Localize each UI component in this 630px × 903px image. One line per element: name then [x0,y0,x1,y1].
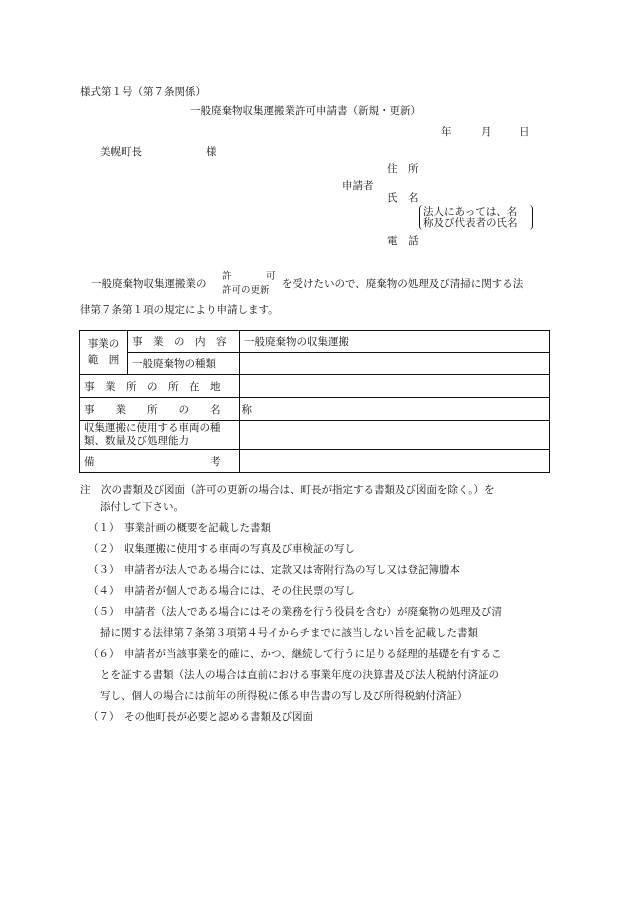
date-year: 年 [441,126,452,138]
honorific: 様 [206,146,217,158]
row-value[interactable] [240,353,550,375]
corporation-note-line1: 法人にあっては、名 [423,206,518,218]
note-item-number: （４） [88,585,120,597]
note-item-text: 掃に関する法律第７条第３項第４号イからチまでに該当しない旨を記載した書類 [100,627,478,639]
row-label: 収集運搬に使用する車両の種類、数量及び処理能力 [80,421,240,450]
table-row [80,375,550,398]
permit-option-top-2: 可 [266,271,276,282]
table-row [80,331,550,353]
application-table [79,330,550,473]
note-item-text: とを証する書類（法人の場合は直前における事業年度の決算書及び法人税納付済証の [100,669,499,681]
row-value[interactable] [240,375,550,398]
date-day: 日 [519,126,530,138]
date-month: 月 [481,126,492,138]
note-item-number: （７） [88,711,120,723]
applicant-label: 申請者 [342,180,374,192]
row-value[interactable] [240,450,550,473]
row-value[interactable] [240,421,550,450]
body-line1-suffix: を受けたいので、廃棄物の処理及び清掃に関する法 [282,278,524,290]
permit-option-bottom: 許可の更新 [222,285,270,296]
note-item-text: 申請者（法人である場合にはその業務を行う役員を含む）が廃棄物の処理及び清 [124,606,502,618]
row-label: 一般廃棄物の種類 [128,353,240,375]
notes-intro-line1: 注 次の書類及び図面（許可の更新の場合は、町長が指定する書類及び図面を除く。）を [80,484,495,496]
document-title: 一般廃棄物収集運搬業許可申請書（新規・更新） [190,105,421,117]
table-row [80,353,550,375]
name-label: 氏 名 [387,192,419,204]
note-item-number: （１） [88,522,120,534]
notes-intro-line2: 添付して下さい。 [100,501,184,513]
note-item-text: 申請者が個人である場合には、その住民票の写し [124,585,355,597]
addressee: 美幌町長 [100,146,142,158]
note-item-text: 事業計画の概要を記載した書類 [124,522,271,534]
scope-label: 事業の範 囲 [80,331,128,375]
row-label: 備 考 [80,450,240,473]
body-line1-prefix: 一般廃棄物収集運搬業の [91,278,207,290]
note-item-number: （５） [88,606,120,618]
phone-label: 電 話 [387,235,419,247]
note-item-number: （３） [88,564,120,576]
row-label: 事 業 所 の 所 在 地 [80,375,240,398]
table-row [80,450,550,473]
note-item-number: （６） [88,648,120,660]
table-row [80,421,550,450]
note-item-text: 申請者が当該事業を的確に、かつ、継続して行うに足りる経理的基礎を有するこ [124,648,502,660]
row-label: 事 業 所 の 名 称 [80,398,240,421]
row-value[interactable] [240,398,550,421]
note-item-text: 収集運搬に使用する車両の写真及び車検証の写し [124,543,355,555]
note-item-number: （２） [88,543,120,555]
permit-option-top-1: 許 [222,271,232,282]
corporation-note-line2: 称及び代表者の氏名 [423,217,518,229]
form-number: 様式第１号（第７条関係） [80,86,206,98]
note-item-text: 申請者が法人である場合には、定款又は寄附行為の写し又は登記簿謄本 [124,564,460,576]
row-label: 事 業 の 内 容 [128,331,240,353]
body-line2: 律第７条第１項の規定により申請します。 [80,304,279,316]
note-item-text: その他町長が必要と認める書類及び図面 [124,711,313,723]
row-value[interactable]: 一般廃棄物の収集運搬 [240,331,550,353]
note-item-text: 写し、個人の場合には前年の所得税に係る申告書の写し及び所得税納付済証） [100,690,468,702]
table-row [80,398,550,421]
address-label: 住 所 [387,163,419,175]
